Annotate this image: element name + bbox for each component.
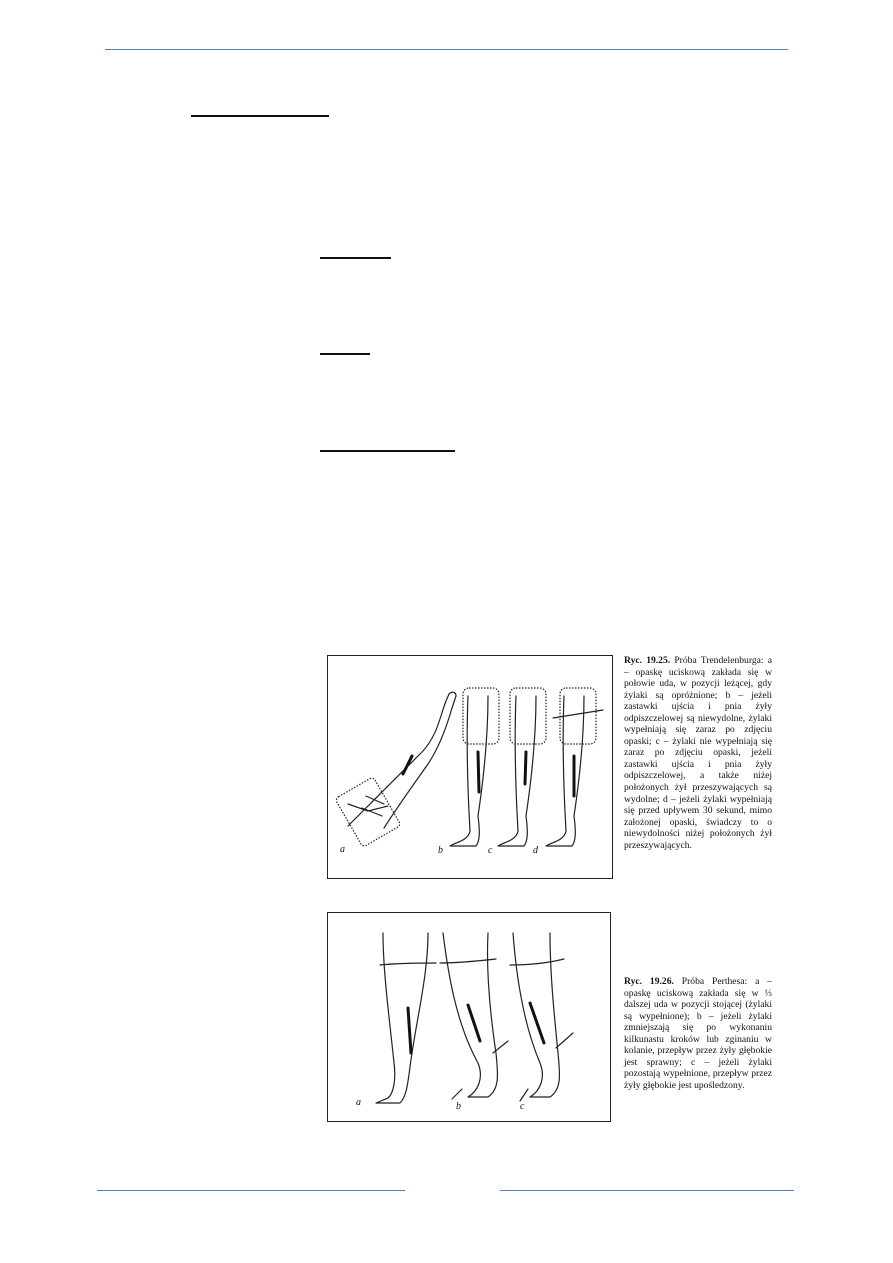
caption-text: Próba Perthesa: a – opaskę uciskową zakłada się w ⅓ dalszej uda w pozycji stojącej (żylaki są wypełnione); b – jeżeli żylaki zmniejszają się po wykonaniu kilkunastu kroków lub zginaniu w kolanie, przepływ przez żyły głębokie jest sprawny; c – jeżeli żylaki pozostają wypełnione, przepływ przez żyły głębokie jest upośledzony. <box>624 976 772 1091</box>
caption-number: Ryc. 19.25. <box>624 655 671 666</box>
caption-text: Próba Trendelenburga: a – opaskę uciskową zakłada się w połowie uda, w pozycji leżącej, gdy żylaki są opróżnione; b – jeżeli zastawki ujścia i pnia żyły odpiszczelowej są niewydolne, żylaki wypełniają się zaraz po zdjęciu opaski; c – żylaki nie wypełniają się zaraz po zdjęciu opaski, jeżeli zastawki ujścia i pnia żyły odpiszczelowej, a także niżej położonych żył przeszywających są wydolne; d – jeżeli żylaki wypełniają się przed upływem 30 sekund, mimo założonej opaski, świadczy to o niewydolności niżej położonych żył przeszywających. <box>624 655 772 851</box>
panel-label-a: a <box>356 1097 361 1108</box>
trendelenburg-illustration <box>328 656 614 880</box>
panel-label-c: c <box>520 1101 525 1112</box>
figure-perthes <box>327 912 611 1122</box>
panel-c-leg <box>488 688 546 856</box>
subheading-underline-1 <box>320 257 391 259</box>
panel-c-leg <box>510 933 573 1112</box>
panel-d-leg <box>533 688 603 856</box>
perthes-illustration <box>328 913 612 1123</box>
footer-rule-right <box>500 1190 794 1191</box>
panel-a-leg <box>335 692 456 855</box>
panel-b-leg <box>440 933 508 1112</box>
caption-number: Ryc. 19.26. <box>624 976 674 987</box>
subheading-underline-3 <box>320 450 455 452</box>
panel-label-a: a <box>340 844 345 855</box>
header-rule <box>105 49 788 50</box>
panel-b-leg <box>438 688 499 856</box>
panel-label-b: b <box>456 1101 461 1112</box>
footer-rule-left <box>97 1190 405 1191</box>
subheading-underline-2 <box>320 353 370 355</box>
panel-label-b: b <box>438 845 443 856</box>
panel-a-leg <box>356 933 436 1108</box>
section-heading-underline <box>191 115 329 117</box>
caption-ryc-19-25 <box>624 655 772 851</box>
panel-label-c: c <box>488 845 493 856</box>
caption-ryc-19-26 <box>624 976 772 1091</box>
panel-label-d: d <box>533 845 538 856</box>
figure-trendelenburg <box>327 655 613 879</box>
